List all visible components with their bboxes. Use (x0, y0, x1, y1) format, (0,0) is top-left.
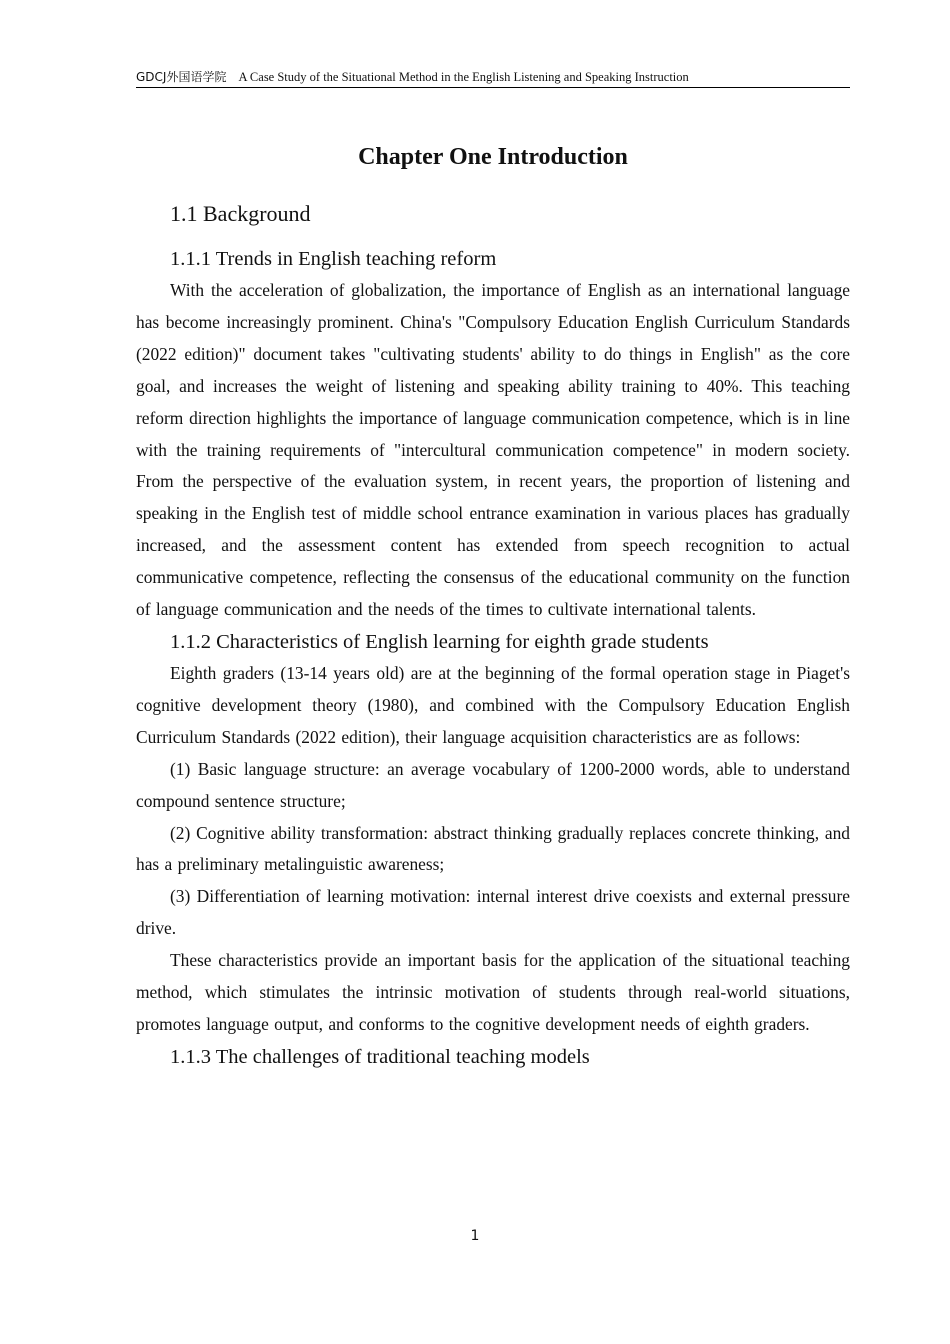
body-paragraph: With the acceleration of globalization, the importance of English as an international language has become increasingly prominent. China's "Compulsory Education English Curriculum Standards (2022 edition)" document takes "cultivating students' ability to do things in English" as the core goal, and increases the weight of listening and speaking ability training to 40%. This teaching reform direction highlights the importance of language communication competence, which is in line with the training requirements of "intercultural communication competence" in modern society. From the perspective of the evaluation system, in recent years, the proportion of listening and speaking in the English test of middle school entrance examination in various places has gradually increased, and the assessment content has extended from speech recognition to actual communicative competence, reflecting the consensus of the educational community on the function of language communication and the needs of the times to cultivate international talents. (136, 280, 850, 620)
body-paragraph: These characteristics provide an important basis for the application of the situational teaching method, which stimulates the intrinsic motivation of students through real-world situations, promotes language output, and conforms to the cognitive development needs of eighth graders. (136, 950, 850, 1034)
section-heading-1-1: 1.1 Background (170, 201, 311, 226)
list-item: (1) Basic language structure: an average vocabulary of 1200-2000 words, able to understand compound sentence structure; (136, 758, 850, 811)
list-item: (3) Differentiation of learning motivation: internal interest drive coexists and external pressure drive. (136, 886, 850, 939)
running-header (136, 68, 850, 88)
header-thesis-title: A Case Study of the Situational Method in the English Listening and Speaking Instruction (238, 70, 689, 84)
header-school: GDCJ外国语学院 (136, 70, 227, 84)
page-body (136, 197, 850, 1073)
section-heading-1-1-2: 1.1.2 Characteristics of English learning for eighth grade students (170, 630, 709, 653)
body-paragraph: Eighth graders (13-14 years old) are at the beginning of the formal operation stage in Piaget's cognitive development theory (1980), and combined with the Compulsory Education English Curriculum Standards (2022 edition), their language acquisition characteristics are as follows: (136, 662, 850, 747)
section-heading-1-1-1: 1.1.1 Trends in English teaching reform (170, 248, 497, 270)
chapter-title: Chapter One Introduction (358, 144, 628, 170)
section-heading-1-1-3: 1.1.3 The challenges of traditional teaching models (170, 1045, 590, 1068)
page-number: 1 (470, 1228, 480, 1244)
list-item: (2) Cognitive ability transformation: abstract thinking gradually replaces concrete thinking, and has a preliminary metalinguistic awareness; (136, 822, 850, 875)
